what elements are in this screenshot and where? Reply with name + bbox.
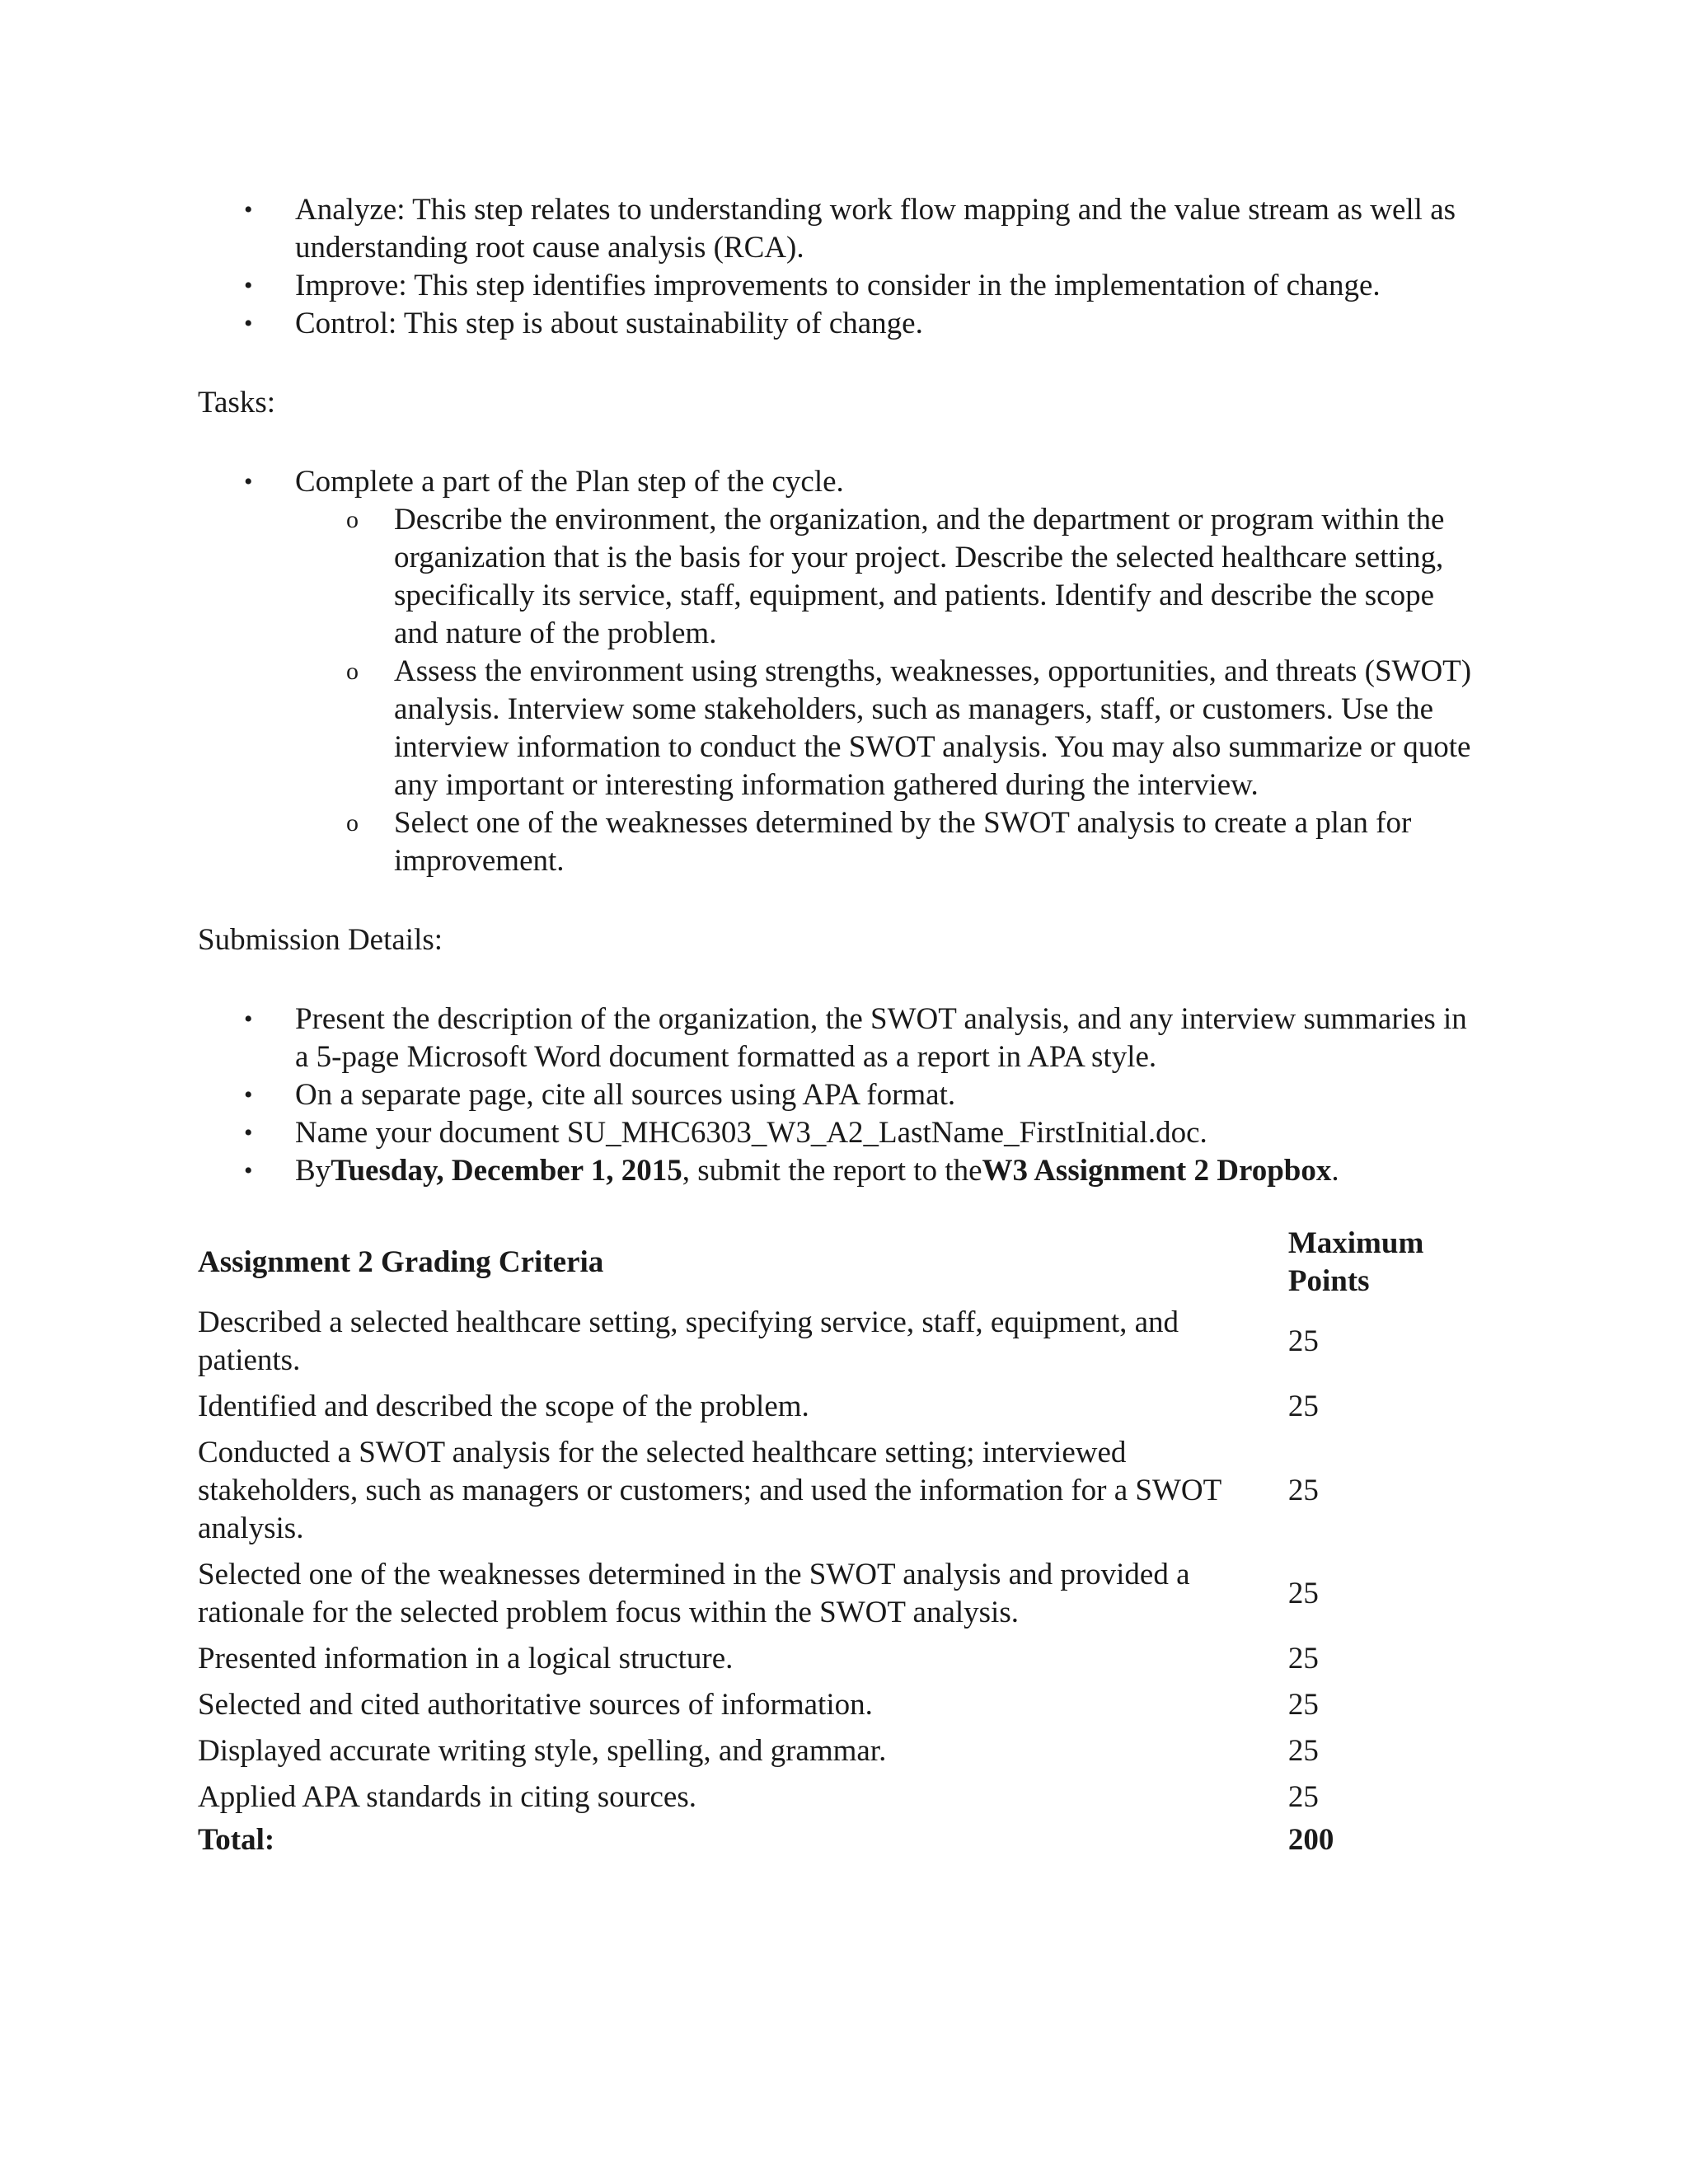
submission-heading: Submission Details:: [198, 923, 443, 957]
table-row: [198, 1385, 1484, 1431]
total-row: [198, 1821, 1484, 1859]
tasks-list: [198, 463, 1484, 880]
total-label: Total:: [198, 1823, 275, 1857]
task-bullet-text: Complete a part of the Plan step of the cycle.: [295, 465, 844, 499]
list-item: o Describe the environment, the organization, and the department or program within the organization that is the basis for your project. Describe the selected healthcare setting, specifically its service, staff, equipment, and patients. Identify and describe the scope and nature of the problem.: [394, 501, 1484, 653]
criteria-cell: Displayed accurate writing style, spelling, and grammar.: [198, 1734, 887, 1768]
table-row: [198, 1775, 1484, 1821]
total-points: 200: [1287, 1823, 1334, 1857]
document-page: [198, 191, 1484, 1859]
points-column-header: Maximum Points: [1287, 1226, 1424, 1298]
points-cell: 25: [1287, 1734, 1319, 1768]
list-item: • Control: This step is about sustainability of change.: [295, 305, 1484, 343]
criteria-cell: Identified and described the scope of the problem.: [198, 1390, 809, 1423]
list-item: • On a separate page, cite all sources using APA format.: [295, 1076, 1484, 1114]
list-item: • Name your document SU_MHC6303_W3_A2_LastName_FirstInitial.doc.: [295, 1114, 1484, 1152]
criteria-cell: Selected one of the weaknesses determined in the SWOT analysis and provided a rationale for the selected problem focus within the SWOT analysis.: [198, 1558, 1190, 1629]
deadline-middle: , submit the report to the: [682, 1154, 982, 1188]
phase-list: [198, 191, 1484, 343]
criteria-column-header: Assignment 2 Grading Criteria: [198, 1245, 604, 1279]
list-item: o Select one of the weaknesses determined by the SWOT analysis to create a plan for improvement.: [394, 804, 1484, 880]
table-row: [198, 1729, 1484, 1775]
table-row: [198, 1431, 1484, 1553]
points-cell: 25: [1287, 1577, 1319, 1610]
list-item: • Improve: This step identifies improvements to consider in the implementation of change.: [295, 267, 1484, 305]
deadline-suffix: .: [1331, 1154, 1339, 1188]
criteria-cell: Selected and cited authoritative sources of information.: [198, 1688, 873, 1722]
criteria-cell: Presented information in a logical structure.: [198, 1642, 734, 1675]
table-row: [198, 1301, 1484, 1385]
table-header-row: [198, 1225, 1484, 1301]
list-item: • Analyze: This step relates to understanding work flow mapping and the value stream as well as understanding root cause analysis (RCA).: [295, 191, 1484, 267]
task-sub-list: [295, 501, 1484, 880]
points-cell: 25: [1287, 1688, 1319, 1722]
table-row: [198, 1683, 1484, 1729]
points-cell: 25: [1287, 1390, 1319, 1423]
grading-table: [198, 1225, 1484, 1859]
table-row: [198, 1637, 1484, 1683]
list-item: • Present the description of the organization, the SWOT analysis, and any interview summaries in a 5-page Microsoft Word document formatted as a report in APA style.: [295, 1001, 1484, 1076]
deadline-date: Tuesday, December 1, 2015: [331, 1154, 682, 1188]
points-cell: 25: [1287, 1474, 1319, 1507]
deadline-prefix: By: [295, 1154, 331, 1188]
submission-list: [198, 1001, 1484, 1190]
points-cell: 25: [1287, 1642, 1319, 1675]
tasks-heading: Tasks:: [198, 386, 276, 419]
list-item: [295, 463, 1484, 880]
criteria-cell: Applied APA standards in citing sources.: [198, 1780, 696, 1814]
criteria-cell: Conducted a SWOT analysis for the selected healthcare setting; interviewed stakeholders, such as managers or customers; and used the information for a SWOT analysis.: [198, 1436, 1221, 1545]
list-item: [295, 1152, 1484, 1190]
criteria-cell: Described a selected healthcare setting, specifying service, staff, equipment, and patients.: [198, 1305, 1179, 1377]
points-cell: 25: [1287, 1780, 1319, 1814]
points-cell: 25: [1287, 1324, 1319, 1358]
table-row: [198, 1553, 1484, 1637]
list-item: o Assess the environment using strengths, weaknesses, opportunities, and threats (SWOT) analysis. Interview some stakeholders, such as managers, staff, or customers. Use the interview information to conduct the SWOT analysis. You may also summarize or quote any important or interesting information gathered during the interview.: [394, 653, 1484, 804]
dropbox-name: W3 Assignment 2 Dropbox: [982, 1154, 1332, 1188]
